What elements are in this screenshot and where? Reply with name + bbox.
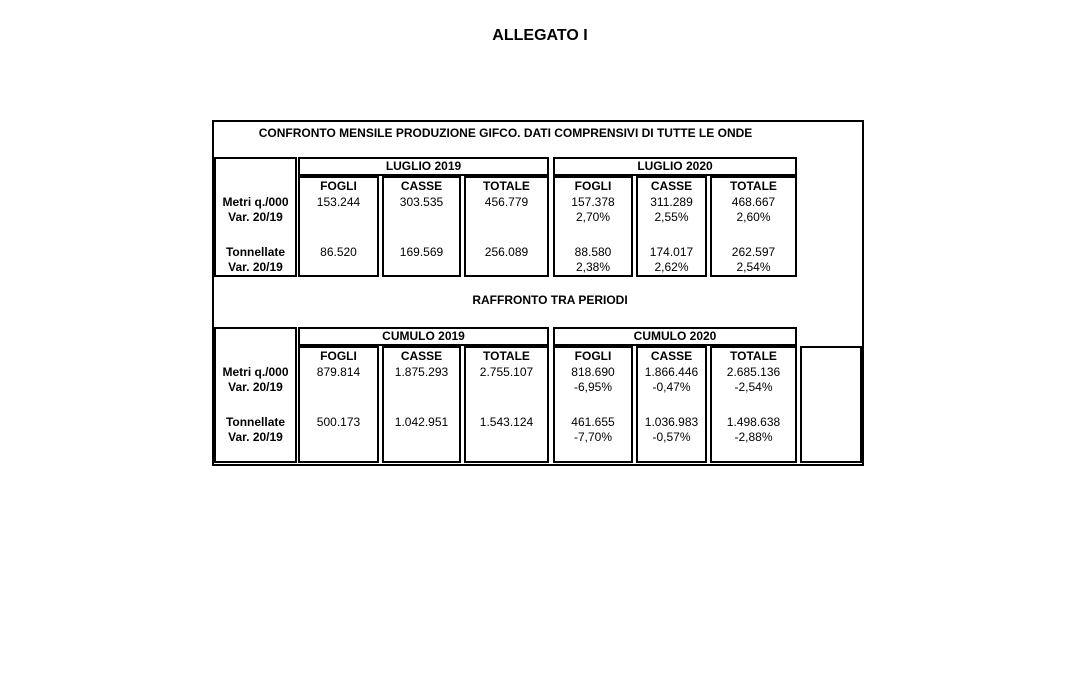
row-label-metri: Metri q./000 (222, 195, 289, 209)
column-header: TOTALE (730, 179, 777, 193)
monthly-column-fogli-2020 (553, 176, 633, 277)
column-header: CASSE (400, 179, 443, 193)
spacer (712, 225, 795, 245)
cell-metri: 2.755.107 (479, 365, 534, 379)
cell-tonnellate: 1.036.983 (644, 415, 699, 429)
monthly-column-fogli-2019 (298, 176, 379, 277)
cumulative-row-label-column (214, 327, 297, 463)
cell-tonnellate: 88.580 (574, 245, 612, 259)
row-label-metri-var: Var. 20/19 (228, 380, 283, 394)
cell-tonnellate-var: -2,88% (734, 430, 773, 444)
column-header: FOGLI (574, 349, 612, 363)
spacer (555, 225, 631, 245)
column-header: CASSE (650, 179, 693, 193)
cumulative-period-header-2020: CUMULO 2020 (553, 327, 797, 346)
cell-tonnellate-var (384, 260, 459, 275)
spacer (384, 225, 459, 245)
cell-tonnellate-var: 2,54% (736, 260, 771, 274)
row-label-tonnellate: Tonnellate (225, 415, 286, 429)
attachment-title: ALLEGATO I (492, 27, 588, 44)
cumulative-column-fogli-2020 (553, 346, 633, 463)
cell-metri-var: -0,47% (652, 380, 691, 394)
row-label-metri-var: Var. 20/19 (228, 210, 283, 224)
cell-metri: 311.289 (650, 195, 693, 209)
cumulative-period-header-2019: CUMULO 2019 (298, 327, 549, 346)
column-header: CASSE (650, 349, 693, 363)
cell-metri: 1.875.293 (394, 365, 449, 379)
cell-tonnellate: 174.017 (649, 245, 694, 259)
spacer (384, 395, 459, 415)
cell-tonnellate-var (466, 260, 547, 275)
column-header: TOTALE (730, 349, 777, 363)
cell-metri: 153.244 (316, 195, 361, 209)
column-header: TOTALE (483, 349, 530, 363)
monthly-period-header-2020: LUGLIO 2020 (553, 157, 797, 176)
column-header: FOGLI (320, 349, 357, 363)
cell-metri: 157.378 (571, 195, 615, 209)
cell-tonnellate: 1.042.951 (394, 415, 449, 429)
monthly-column-totale-2019 (464, 176, 549, 277)
cumulative-column-casse-2019 (382, 346, 461, 463)
cell-tonnellate: 256.089 (484, 245, 529, 259)
spacer (216, 159, 295, 195)
cell-tonnellate: 86.520 (320, 245, 357, 259)
cell-metri-var: -6,95% (573, 380, 613, 394)
cell-tonnellate: 461.655 (571, 415, 615, 429)
cell-metri: 468.667 (731, 195, 776, 209)
cell-metri-var (300, 380, 377, 395)
cell-tonnellate: 262.597 (731, 245, 776, 259)
cell-metri-var: -2,54% (734, 380, 773, 394)
cell-metri: 456.779 (484, 195, 529, 209)
row-label-tonnellate-var: Var. 20/19 (228, 430, 283, 444)
cell-tonnellate-var: -0,57% (652, 430, 691, 444)
cell-metri-var: 2,70% (575, 210, 611, 224)
cell-tonnellate-var (300, 260, 377, 275)
cell-metri-var: 2,55% (654, 210, 689, 224)
cell-tonnellate-var: 2,38% (575, 260, 611, 274)
column-header: FOGLI (320, 179, 357, 193)
cell-tonnellate: 1.543.124 (479, 415, 534, 429)
cell-metri-var (466, 210, 547, 225)
cell-tonnellate-var (300, 430, 377, 445)
spacer (555, 395, 631, 415)
spacer (300, 395, 377, 415)
spacer (466, 395, 547, 415)
spacer (216, 329, 295, 365)
row-label-tonnellate: Tonnellate (225, 245, 286, 259)
spacer (216, 395, 295, 415)
report-header: CONFRONTO MENSILE PRODUZIONE GIFCO. DATI COMPRENSIVI DI TUTTE LE ONDE (258, 126, 753, 140)
column-header: TOTALE (483, 179, 530, 193)
cumulative-column-totale-2020 (710, 346, 797, 463)
cell-tonnellate-var (384, 430, 459, 445)
spacer (300, 225, 377, 245)
monthly-column-totale-2020 (710, 176, 797, 277)
cell-tonnellate: 1.498.638 (726, 415, 781, 429)
monthly-period-header-2019: LUGLIO 2019 (298, 157, 549, 176)
cumulative-column-fogli-2019 (298, 346, 379, 463)
cell-metri-var (466, 380, 547, 395)
cumulative-column-totale-2019 (464, 346, 549, 463)
row-label-tonnellate-var: Var. 20/19 (228, 260, 283, 274)
cell-metri: 1.866.446 (644, 365, 699, 379)
cell-metri: 303.535 (399, 195, 444, 209)
cell-metri-var: 2,60% (736, 210, 771, 224)
empty-cell-box (800, 346, 862, 463)
spacer (712, 395, 795, 415)
column-header: CASSE (400, 349, 443, 363)
cell-metri: 2.685.136 (726, 365, 781, 379)
cell-tonnellate-var: -7,70% (573, 430, 613, 444)
spacer (216, 225, 295, 245)
row-label-metri: Metri q./000 (222, 365, 289, 379)
cell-tonnellate-var (466, 430, 547, 445)
cell-tonnellate-var: 2,62% (654, 260, 689, 274)
cell-tonnellate: 169.569 (399, 245, 444, 259)
spacer (638, 225, 705, 245)
cumulative-column-casse-2020 (636, 346, 707, 463)
spacer (638, 395, 705, 415)
spacer (466, 225, 547, 245)
monthly-row-label-column (214, 157, 297, 277)
column-header: FOGLI (574, 179, 612, 193)
cell-metri-var (384, 210, 459, 225)
monthly-column-casse-2020 (636, 176, 707, 277)
monthly-column-casse-2019 (382, 176, 461, 277)
report-box (212, 120, 864, 466)
cell-metri-var (384, 380, 459, 395)
cell-metri: 879.814 (316, 365, 361, 379)
cell-tonnellate: 500.173 (316, 415, 361, 429)
section-divider-title: RAFFRONTO TRA PERIODI (472, 293, 628, 307)
cell-metri-var (300, 210, 377, 225)
cell-metri: 818.690 (571, 365, 615, 379)
